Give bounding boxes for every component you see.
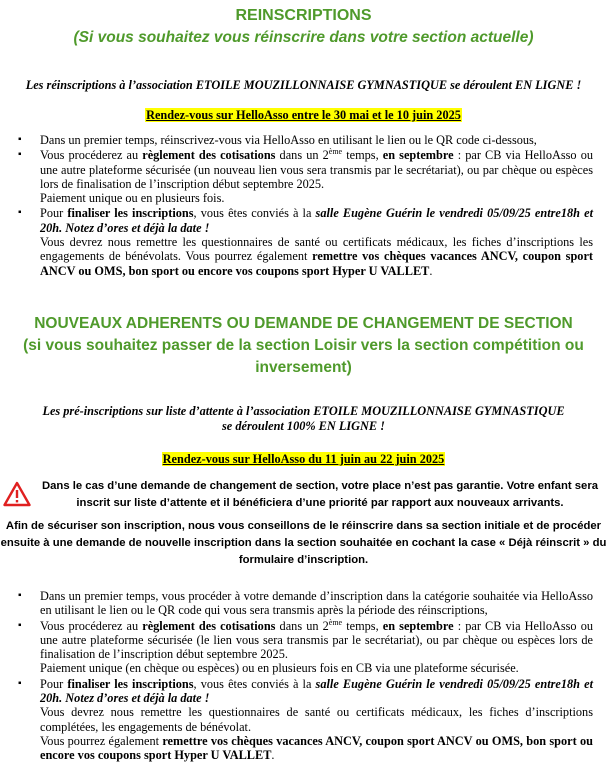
section-title-reinscriptions: REINSCRIPTIONS xyxy=(235,7,372,24)
section-subtitle-nouveaux-line2: inversement) xyxy=(255,359,352,376)
square-bullet-icon: ▪ xyxy=(18,134,22,145)
list-item: ▪ Vous procéderez au règlement des cotisations dans un 2ème temps, en septembre : par CB via HelloAsso ou une autre plateforme sécurisée (le lien vous sera transmis par le secrétariat), ou par chèque ou espèces lors de finalisation de l’inscription début septembre 2025. Paiement unique (en chèque ou espèces) ou en plusieurs fois en CB via une plateforme sécurisée. xyxy=(18,617,593,676)
intro-reinscriptions: Les réinscriptions à l’association ETOILE MOUZILLONNAISE GYMNASTIQUE se déroulent EN LIGNE ! xyxy=(25,78,582,92)
square-bullet-icon: ▪ xyxy=(18,677,22,689)
square-bullet-icon: ▪ xyxy=(18,619,22,631)
list-item: ▪ Vous procéderez au règlement des cotisations dans un 2ème temps, en septembre : par CB via HelloAsso ou une autre plateforme sécurisée (un nouveau lien vous sera transmis par le secrétariat), ou par chèque ou espèces lors de finalisation de l’inscription début septembre 2025. Paiement unique ou en plusieurs fois. xyxy=(18,147,593,206)
warning-text: Dans le cas d’une demande de changement de section, votre place n’est pas garantie. Votre enfant sera inscrit sur liste d’attente et il bénéficiera d’une priorité par rapport aux nouveaux arrivants. xyxy=(41,480,599,509)
nouveaux-steps-list xyxy=(18,589,593,764)
square-bullet-icon: ▪ xyxy=(18,590,22,601)
highlight-reinscriptions-dates: Rendez-vous sur HelloAsso entre le 30 mai et le 10 juin 2025 xyxy=(146,108,461,122)
list-item: ▪ Dans un premier temps, réinscrivez-vous via HelloAsso en utilisant le lien ou le QR code ci-dessous, xyxy=(18,133,537,147)
section-title-nouveaux-adherents: NOUVEAUX ADHERENTS OU DEMANDE DE CHANGEMENT DE SECTION xyxy=(34,315,573,332)
advice-text: Afin de sécuriser son inscription, nous vous conseillons de le réinscrire dans sa section initiale et de procéder ensuite à une demande de nouvelle inscription dans la section souhaitée en cochant la case « Déjà réinscrit » du formulaire d’inscription. xyxy=(0,520,607,566)
highlight-reinscriptions-wrap xyxy=(0,106,607,124)
highlight-nouveaux-wrap xyxy=(0,450,607,468)
reinscription-steps-list xyxy=(18,133,593,279)
square-bullet-icon: ▪ xyxy=(18,207,22,219)
list-item: ▪ Dans un premier temps, vous procéder à votre demande d’inscription dans la catégorie souhaitée via HelloAsso en utilisant le lien ou le QR code qui vous sera transmis après la période des réinscriptions, xyxy=(18,589,593,618)
highlight-nouveaux-dates: Rendez-vous sur HelloAsso du 11 juin au 22 juin 2025 xyxy=(162,452,445,466)
list-item: ▪ Pour finaliser les inscriptions, vous êtes conviés à la salle Eugène Guérin le vendredi 05/09/25 entre18h et 20h. Notez d’ores et déjà la date ! Vous devrez nous remettre les questionnaires de santé ou certificats médicaux, les fiches d’inscriptions complétées, les engagements de bénévolat. Vous pourrez également remettre vos chèques vacances ANCV, coupon sport ANCV ou OMS, bon sport ou encore vos coupons sport Hyper U VALLET. xyxy=(18,676,593,763)
section-subtitle-nouveaux-line1: (si vous souhaitez passer de la section Loisir vers la section compétition ou xyxy=(23,337,584,354)
square-bullet-icon: ▪ xyxy=(18,149,22,161)
list-item: ▪ Pour finaliser les inscriptions, vous êtes conviés à la salle Eugène Guérin le vendredi 05/09/25 entre18h et 20h. Notez d’ores et déjà la date ! Vous devrez nous remettre les questionnaires de santé ou certificats médicaux, les fiches d’inscriptions les engagements de bénévolats. Vous pourrez également remettre vos chèques vacances ANCV, coupon sport ANCV ou OMS, bon sport ou encore vos coupons sport Hyper U VALLET. xyxy=(18,206,593,278)
section-subtitle-reinscriptions: (Si vous souhaitez vous réinscrire dans votre section actuelle) xyxy=(73,29,534,46)
warning-triangle-icon xyxy=(3,481,31,507)
intro-nouveaux: Les pré-inscriptions sur liste d’attente à l’association ETOILE MOUZILLONNAISE GYMNASTIQUE se déroulent 100% EN LIGNE ! xyxy=(42,404,565,433)
